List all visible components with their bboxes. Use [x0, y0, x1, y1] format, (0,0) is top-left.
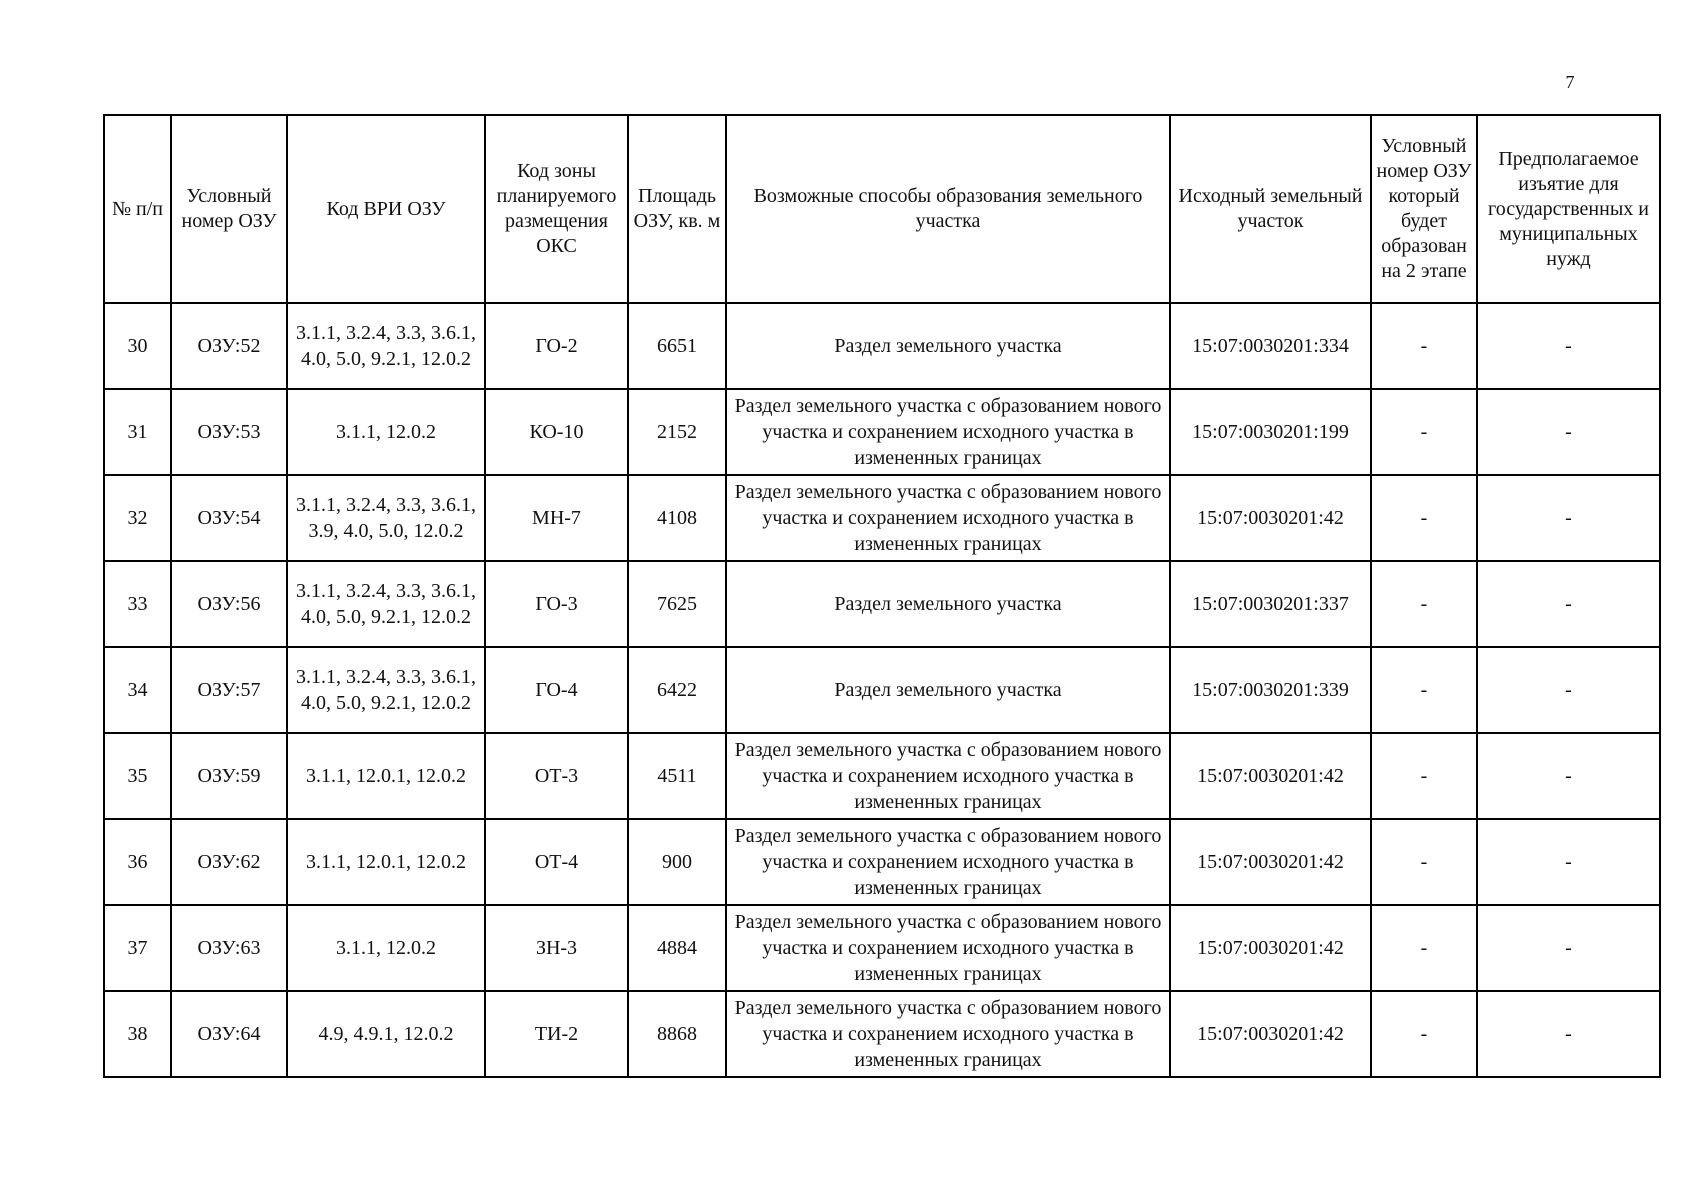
- cell-ozu-number: ОЗУ:59: [171, 733, 287, 819]
- cell-stage2-number: -: [1371, 475, 1477, 561]
- cell-stage2-number: -: [1371, 991, 1477, 1077]
- cell-vri-code: 3.1.1, 3.2.4, 3.3, 3.6.1, 4.0, 5.0, 9.2.1, 12.0.2: [287, 647, 485, 733]
- cell-number: 33: [104, 561, 171, 647]
- cell-vri-code: 3.1.1, 12.0.1, 12.0.2: [287, 733, 485, 819]
- cell-source-plot: 15:07:0030201:42: [1170, 475, 1371, 561]
- cell-source-plot: 15:07:0030201:337: [1170, 561, 1371, 647]
- header-zone-code: Код зоны планируемого размещения ОКС: [485, 115, 628, 303]
- cell-seizure: -: [1477, 905, 1660, 991]
- cell-formation-method: Раздел земельного участка с образованием нового участка и сохранением исходного участка в измененных границах: [726, 905, 1170, 991]
- cell-formation-method: Раздел земельного участка с образованием нового участка и сохранением исходного участка в измененных границах: [726, 475, 1170, 561]
- cell-seizure: -: [1477, 561, 1660, 647]
- cell-formation-method: Раздел земельного участка: [726, 561, 1170, 647]
- header-seizure: Предполагаемое изъятие для государственных и муниципальных нужд: [1477, 115, 1660, 303]
- cell-zone-code: ГО-2: [485, 303, 628, 389]
- cell-stage2-number: -: [1371, 647, 1477, 733]
- cell-zone-code: МН-7: [485, 475, 628, 561]
- cell-stage2-number: -: [1371, 389, 1477, 475]
- table-row: [104, 389, 1660, 475]
- cell-formation-method: Раздел земельного участка с образованием нового участка и сохранением исходного участка в измененных границах: [726, 819, 1170, 905]
- header-stage2-number: Условный номер ОЗУ который будет образован на 2 этапе: [1371, 115, 1477, 303]
- cell-number: 34: [104, 647, 171, 733]
- cell-seizure: -: [1477, 819, 1660, 905]
- cell-ozu-number: ОЗУ:63: [171, 905, 287, 991]
- cell-stage2-number: -: [1371, 561, 1477, 647]
- cell-zone-code: КО-10: [485, 389, 628, 475]
- cell-area: 2152: [628, 389, 726, 475]
- cell-vri-code: 3.1.1, 12.0.1, 12.0.2: [287, 819, 485, 905]
- land-plots-table: [103, 114, 1661, 1078]
- cell-ozu-number: ОЗУ:56: [171, 561, 287, 647]
- cell-zone-code: ЗН-3: [485, 905, 628, 991]
- cell-formation-method: Раздел земельного участка с образованием нового участка и сохранением исходного участка в измененных границах: [726, 733, 1170, 819]
- cell-zone-code: ОТ-3: [485, 733, 628, 819]
- cell-number: 35: [104, 733, 171, 819]
- cell-seizure: -: [1477, 733, 1660, 819]
- cell-seizure: -: [1477, 389, 1660, 475]
- table-row: [104, 303, 1660, 389]
- cell-ozu-number: ОЗУ:53: [171, 389, 287, 475]
- cell-source-plot: 15:07:0030201:334: [1170, 303, 1371, 389]
- table-row: [104, 991, 1660, 1077]
- cell-area: 7625: [628, 561, 726, 647]
- cell-ozu-number: ОЗУ:52: [171, 303, 287, 389]
- cell-zone-code: ТИ-2: [485, 991, 628, 1077]
- cell-source-plot: 15:07:0030201:199: [1170, 389, 1371, 475]
- cell-area: 900: [628, 819, 726, 905]
- cell-number: 38: [104, 991, 171, 1077]
- cell-area: 8868: [628, 991, 726, 1077]
- cell-stage2-number: -: [1371, 303, 1477, 389]
- cell-area: 4511: [628, 733, 726, 819]
- cell-ozu-number: ОЗУ:54: [171, 475, 287, 561]
- cell-formation-method: Раздел земельного участка: [726, 647, 1170, 733]
- cell-stage2-number: -: [1371, 905, 1477, 991]
- header-number: № п/п: [104, 115, 171, 303]
- cell-area: 4108: [628, 475, 726, 561]
- table-row: [104, 819, 1660, 905]
- table-row: [104, 905, 1660, 991]
- table-row: [104, 561, 1660, 647]
- cell-source-plot: 15:07:0030201:42: [1170, 905, 1371, 991]
- cell-seizure: -: [1477, 647, 1660, 733]
- cell-stage2-number: -: [1371, 733, 1477, 819]
- cell-source-plot: 15:07:0030201:42: [1170, 733, 1371, 819]
- cell-number: 31: [104, 389, 171, 475]
- cell-area: 6422: [628, 647, 726, 733]
- cell-vri-code: 3.1.1, 3.2.4, 3.3, 3.6.1, 4.0, 5.0, 9.2.1, 12.0.2: [287, 303, 485, 389]
- cell-vri-code: 3.1.1, 12.0.2: [287, 389, 485, 475]
- cell-number: 30: [104, 303, 171, 389]
- cell-formation-method: Раздел земельного участка с образованием нового участка и сохранением исходного участка в измененных границах: [726, 991, 1170, 1077]
- cell-vri-code: 3.1.1, 3.2.4, 3.3, 3.6.1, 4.0, 5.0, 9.2.1, 12.0.2: [287, 561, 485, 647]
- cell-vri-code: 3.1.1, 3.2.4, 3.3, 3.6.1, 3.9, 4.0, 5.0, 12.0.2: [287, 475, 485, 561]
- cell-number: 32: [104, 475, 171, 561]
- cell-seizure: -: [1477, 303, 1660, 389]
- header-formation-method: Возможные способы образования земельного участка: [726, 115, 1170, 303]
- header-area: Площадь ОЗУ, кв. м: [628, 115, 726, 303]
- cell-ozu-number: ОЗУ:62: [171, 819, 287, 905]
- header-vri-code: Код ВРИ ОЗУ: [287, 115, 485, 303]
- cell-source-plot: 15:07:0030201:339: [1170, 647, 1371, 733]
- cell-formation-method: Раздел земельного участка с образованием нового участка и сохранением исходного участка в измененных границах: [726, 389, 1170, 475]
- cell-source-plot: 15:07:0030201:42: [1170, 819, 1371, 905]
- table-row: [104, 733, 1660, 819]
- cell-formation-method: Раздел земельного участка: [726, 303, 1170, 389]
- cell-zone-code: ОТ-4: [485, 819, 628, 905]
- table-row: [104, 647, 1660, 733]
- header-ozu-number: Условный номер ОЗУ: [171, 115, 287, 303]
- cell-stage2-number: -: [1371, 819, 1477, 905]
- cell-number: 36: [104, 819, 171, 905]
- header-source-plot: Исходный земельный участок: [1170, 115, 1371, 303]
- cell-seizure: -: [1477, 475, 1660, 561]
- cell-vri-code: 4.9, 4.9.1, 12.0.2: [287, 991, 485, 1077]
- cell-ozu-number: ОЗУ:64: [171, 991, 287, 1077]
- cell-area: 4884: [628, 905, 726, 991]
- page-number: 7: [1565, 72, 1575, 92]
- table-row: [104, 475, 1660, 561]
- cell-source-plot: 15:07:0030201:42: [1170, 991, 1371, 1077]
- cell-zone-code: ГО-3: [485, 561, 628, 647]
- cell-zone-code: ГО-4: [485, 647, 628, 733]
- cell-ozu-number: ОЗУ:57: [171, 647, 287, 733]
- cell-vri-code: 3.1.1, 12.0.2: [287, 905, 485, 991]
- cell-area: 6651: [628, 303, 726, 389]
- cell-seizure: -: [1477, 991, 1660, 1077]
- cell-number: 37: [104, 905, 171, 991]
- table-header-row: [104, 115, 1660, 303]
